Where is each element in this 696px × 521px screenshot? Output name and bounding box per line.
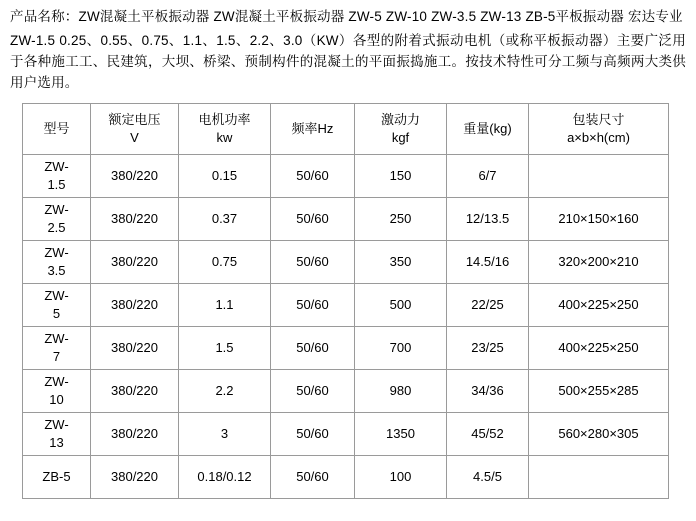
table-row — [23, 370, 669, 413]
cell-model-line2: 2.5 — [47, 220, 66, 235]
column-header-force — [355, 104, 447, 155]
cell-model-line1: ZW- — [44, 374, 69, 389]
table-row — [23, 456, 669, 499]
cell-frequency: 50/60 — [271, 370, 355, 413]
cell-force: 1350 — [355, 413, 447, 456]
column-header-weight — [447, 104, 529, 155]
table-row — [23, 413, 669, 456]
cell-voltage: 380/220 — [91, 241, 179, 284]
cell-weight: 4.5/5 — [447, 456, 529, 499]
cell-package-size: 400×225×250 — [529, 327, 669, 370]
cell-power: 0.15 — [179, 155, 271, 198]
cell-model-line2: 5 — [52, 306, 61, 321]
cell-force: 150 — [355, 155, 447, 198]
cell-voltage: 380/220 — [91, 284, 179, 327]
cell-weight: 34/36 — [447, 370, 529, 413]
cell-weight: 14.5/16 — [447, 241, 529, 284]
table-row — [23, 241, 669, 284]
column-header-force-line2: kgf — [391, 130, 410, 145]
product-description-paragraph: ZW-1.5 0.25、0.55、0.75、1.1、1.5、2.2、3.0（KW）各型的附着式振动电机（或称平板振动器）主要广泛用于各种施工工、民建筑，大坝、桥梁、预制构件的混凝土的平面振捣施工。按技术特性可分工频与高频两大类供用户选用。 — [10, 33, 686, 90]
cell-power: 0.18/0.12 — [179, 456, 271, 499]
cell-model-line1: ZW- — [44, 288, 69, 303]
specification-table — [22, 103, 669, 499]
column-header-package-size-line2: a×b×h(cm) — [567, 130, 630, 145]
cell-frequency: 50/60 — [271, 327, 355, 370]
cell-force: 250 — [355, 198, 447, 241]
cell-voltage: 380/220 — [91, 413, 179, 456]
cell-power: 3 — [179, 413, 271, 456]
cell-package-size: 500×255×285 — [529, 370, 669, 413]
cell-frequency: 50/60 — [271, 155, 355, 198]
column-header-power-line2: kw — [216, 130, 233, 145]
column-header-weight-line1: 重量(kg) — [463, 121, 512, 136]
cell-model-line1: ZW- — [44, 417, 69, 432]
cell-power: 1.5 — [179, 327, 271, 370]
cell-weight: 45/52 — [447, 413, 529, 456]
cell-force: 700 — [355, 327, 447, 370]
cell-voltage: 380/220 — [91, 198, 179, 241]
cell-frequency: 50/60 — [271, 456, 355, 499]
cell-package-size: 210×150×160 — [529, 198, 669, 241]
cell-force: 980 — [355, 370, 447, 413]
cell-frequency: 50/60 — [271, 284, 355, 327]
cell-model-line1: ZW- — [44, 245, 69, 260]
cell-package-size — [529, 456, 669, 499]
cell-model-line2: 10 — [49, 392, 64, 407]
cell-model-line1: ZB-5 — [42, 469, 71, 484]
cell-model — [23, 370, 91, 413]
cell-model-line2: 1.5 — [47, 177, 66, 192]
cell-model — [23, 241, 91, 284]
cell-power: 2.2 — [179, 370, 271, 413]
cell-power: 0.37 — [179, 198, 271, 241]
cell-force: 500 — [355, 284, 447, 327]
column-header-voltage-line2: V — [130, 130, 139, 145]
cell-model — [23, 327, 91, 370]
column-header-model — [23, 104, 91, 155]
table-row — [23, 155, 669, 198]
cell-package-size: 320×200×210 — [529, 241, 669, 284]
cell-weight: 6/7 — [447, 155, 529, 198]
cell-model-line2: 13 — [49, 435, 64, 450]
column-header-voltage-line1: 额定电压 — [108, 112, 161, 127]
cell-frequency: 50/60 — [271, 413, 355, 456]
cell-weight: 22/25 — [447, 284, 529, 327]
column-header-power-line1: 电机功率 — [198, 112, 251, 127]
cell-model — [23, 284, 91, 327]
cell-package-size: 400×225×250 — [529, 284, 669, 327]
cell-package-size — [529, 155, 669, 198]
product-name-paragraph: 产品名称：ZW混凝土平板振动器 ZW混凝土平板振动器 ZW-5 ZW-10 ZW-3.5 ZW-13 ZB-5平板振动器 宏达专业 — [10, 9, 683, 24]
cell-voltage: 380/220 — [91, 327, 179, 370]
cell-voltage: 380/220 — [91, 370, 179, 413]
column-header-force-line1: 激动力 — [380, 112, 420, 127]
table-header-row — [23, 104, 669, 155]
cell-force: 350 — [355, 241, 447, 284]
cell-power: 0.75 — [179, 241, 271, 284]
table-row — [23, 198, 669, 241]
cell-model — [23, 413, 91, 456]
cell-model — [23, 198, 91, 241]
cell-frequency: 50/60 — [271, 198, 355, 241]
column-header-frequency-line1: 频率Hz — [291, 121, 334, 136]
cell-model — [23, 456, 91, 499]
column-header-frequency — [271, 104, 355, 155]
column-header-power — [179, 104, 271, 155]
column-header-package-size — [529, 104, 669, 155]
column-header-model-line1: 型号 — [43, 121, 70, 136]
column-header-package-size-line1: 包装尺寸 — [572, 112, 625, 127]
cell-model-line2: 7 — [52, 349, 61, 364]
cell-frequency: 50/60 — [271, 241, 355, 284]
cell-model-line1: ZW- — [44, 202, 69, 217]
cell-voltage: 380/220 — [91, 456, 179, 499]
cell-force: 100 — [355, 456, 447, 499]
cell-package-size: 560×280×305 — [529, 413, 669, 456]
table-row — [23, 327, 669, 370]
cell-model — [23, 155, 91, 198]
table-row — [23, 284, 669, 327]
cell-model-line2: 3.5 — [47, 263, 66, 278]
column-header-voltage — [91, 104, 179, 155]
cell-weight: 12/13.5 — [447, 198, 529, 241]
cell-voltage: 380/220 — [91, 155, 179, 198]
cell-model-line1: ZW- — [44, 331, 69, 346]
cell-model-line1: ZW- — [44, 159, 69, 174]
cell-weight: 23/25 — [447, 327, 529, 370]
cell-power: 1.1 — [179, 284, 271, 327]
